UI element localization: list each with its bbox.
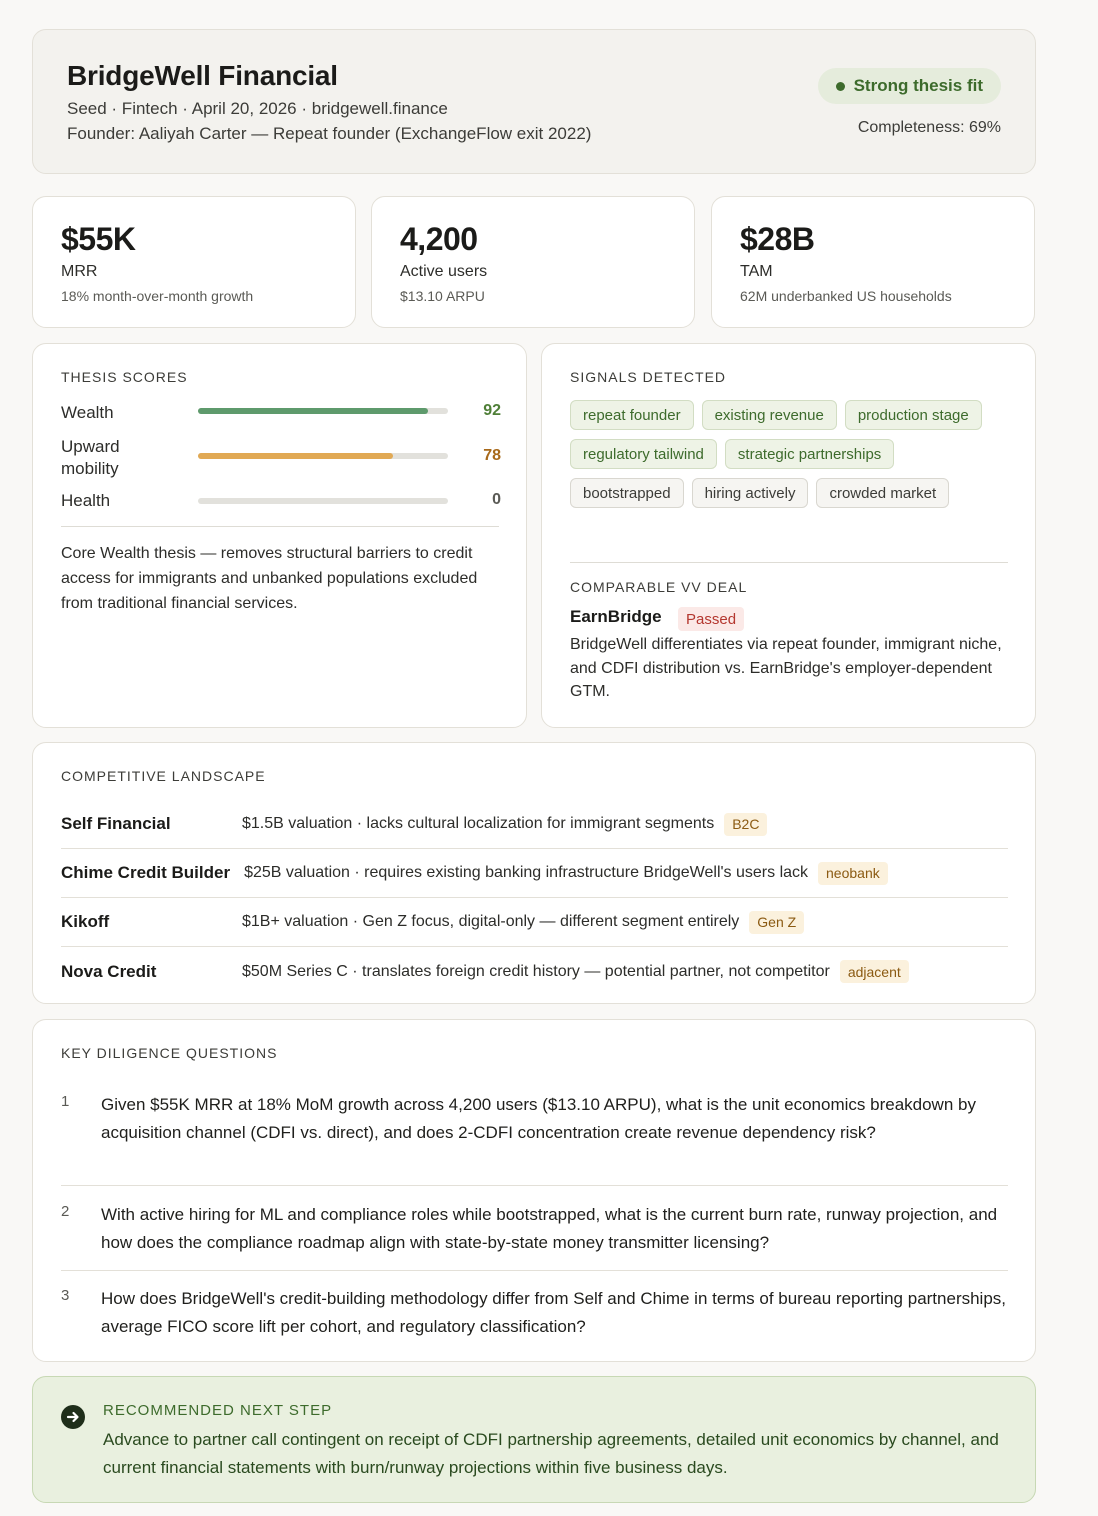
score-label: Health <box>61 491 111 510</box>
competitor-tag: neobank <box>818 862 888 885</box>
competitor-detail: $1.5B valuation · lacks cultural localization for immigrant segments <box>242 815 715 832</box>
comparable-deal-status-badge: Passed <box>678 607 744 631</box>
signal-tag: production stage <box>845 400 982 430</box>
signal-tag: bootstrapped <box>570 478 684 508</box>
score-row-upward-mobility <box>61 434 501 478</box>
company-name: BridgeWell Financial <box>67 60 338 91</box>
competitor-detail: $50M Series C · translates foreign credit history — potential partner, not competitor <box>242 962 830 980</box>
divider <box>570 562 1008 563</box>
competitor-row <box>61 800 1008 849</box>
section-title: COMPETITIVE LANDSCAPE <box>61 768 266 784</box>
signal-tags <box>570 400 1010 508</box>
question-text: How does BridgeWell's credit-building methodology differ from Self and Chime in terms of bureau reporting partnerships, average FICO score lift per cohort, and regulatory classification? <box>101 1289 1007 1336</box>
metric-label: MRR <box>61 263 98 280</box>
signals-card <box>541 343 1036 728</box>
question-number: 2 <box>61 1203 70 1220</box>
score-row-health <box>61 490 501 534</box>
recommended-next-step-card <box>32 1376 1036 1503</box>
metric-card-tam <box>711 196 1035 328</box>
score-fill <box>198 408 428 414</box>
signal-tag: existing revenue <box>702 400 837 430</box>
next-step-title: RECOMMENDED NEXT STEP <box>103 1402 333 1419</box>
thesis-fit-badge <box>818 68 1001 104</box>
signal-tag: hiring actively <box>692 478 809 508</box>
competitor-name: Chime Credit Builder <box>61 863 231 882</box>
competitor-detail: $25B valuation · requires existing banking infrastructure BridgeWell's users lack <box>244 864 809 881</box>
signal-tag: repeat founder <box>570 400 694 430</box>
metric-subtext: 18% month-over-month growth <box>61 288 254 304</box>
section-title: SIGNALS DETECTED <box>570 369 727 385</box>
completeness-indicator: Completeness: 69% <box>857 119 1001 136</box>
score-label: Wealth <box>61 403 114 422</box>
metric-card-mrr <box>32 196 356 328</box>
status-dot-icon <box>836 82 845 91</box>
signal-tag: regulatory tailwind <box>570 439 717 469</box>
competitor-tag: B2C <box>724 813 767 836</box>
metric-card-users <box>371 196 695 328</box>
thesis-note: Core Wealth thesis — removes structural barriers to credit access for immigrants and unbanked populations excluded from traditional financial services. <box>61 545 478 612</box>
competitor-row <box>61 849 1008 898</box>
metric-subtext: 62M underbanked US households <box>740 288 952 304</box>
signal-tag: crowded market <box>816 478 949 508</box>
thesis-fit-label: Strong thesis fit <box>853 76 983 95</box>
competitive-landscape-card <box>32 742 1036 1004</box>
signal-tag: strategic partnerships <box>725 439 894 469</box>
competitor-row <box>61 947 1008 996</box>
score-value: 0 <box>492 491 501 508</box>
metric-value: 4,200 <box>400 221 478 257</box>
score-track <box>198 408 448 414</box>
comparable-deal-description: BridgeWell differentiates via repeat founder, immigrant niche, and CDFI distribution vs. EarnBridge's employer-dependent GTM. <box>570 636 1002 700</box>
question-text: Given $55K MRR at 18% MoM growth across 4,200 users ($13.10 ARPU), what is the unit economics breakdown by acquisition channel (CDFI vs. direct), and does 2-CDFI concentration create revenue dependency risk? <box>101 1095 976 1142</box>
arrow-circle-icon <box>61 1405 85 1429</box>
next-step-text: Advance to partner call contingent on receipt of CDFI partnership agreements, detailed unit economics by channel, and current financial statements with burn/runway projections within five business days. <box>103 1430 999 1477</box>
question-item <box>61 1201 1008 1271</box>
diligence-questions-card <box>32 1019 1036 1362</box>
competitor-name: Self Financial <box>61 814 171 833</box>
score-value: 78 <box>483 447 501 464</box>
comparable-deal-name: EarnBridge <box>570 607 662 626</box>
metric-label: Active users <box>400 263 488 280</box>
metric-value: $28B <box>740 221 815 257</box>
score-value: 92 <box>483 402 501 419</box>
metric-label: TAM <box>740 263 773 280</box>
section-title: COMPARABLE VV DEAL <box>570 579 748 595</box>
score-fill <box>198 453 393 459</box>
divider <box>61 526 499 527</box>
competitor-name: Kikoff <box>61 912 110 931</box>
deal-meta: Seed · Fintech · April 20, 2026 · bridgewell.finance <box>67 99 448 118</box>
competitor-tag: adjacent <box>840 960 909 983</box>
score-track <box>198 453 448 459</box>
score-track <box>198 498 448 504</box>
section-title: KEY DILIGENCE QUESTIONS <box>61 1045 278 1061</box>
thesis-scores-card <box>32 343 527 728</box>
competitor-detail: $1B+ valuation · Gen Z focus, digital-only — different segment entirely <box>242 913 740 930</box>
question-item <box>61 1285 1008 1347</box>
question-item <box>61 1091 1008 1186</box>
question-number: 3 <box>61 1287 70 1304</box>
question-number: 1 <box>61 1093 70 1110</box>
score-label: Upward mobility <box>61 437 120 478</box>
competitor-tag: Gen Z <box>749 911 804 934</box>
competitor-name: Nova Credit <box>61 961 157 981</box>
question-text: With active hiring for ML and compliance roles while bootstrapped, what is the current burn rate, runway projection, and how does the compliance roadmap align with state-by-state money transmitter licensing? <box>101 1205 998 1252</box>
metric-subtext: $13.10 ARPU <box>400 288 485 304</box>
section-title: THESIS SCORES <box>61 369 188 385</box>
competitor-row <box>61 898 1008 947</box>
deal-header <box>32 29 1036 174</box>
founder-info: Founder: Aaliyah Carter — Repeat founder (ExchangeFlow exit 2022) <box>67 124 592 143</box>
metric-value: $55K <box>61 221 136 257</box>
